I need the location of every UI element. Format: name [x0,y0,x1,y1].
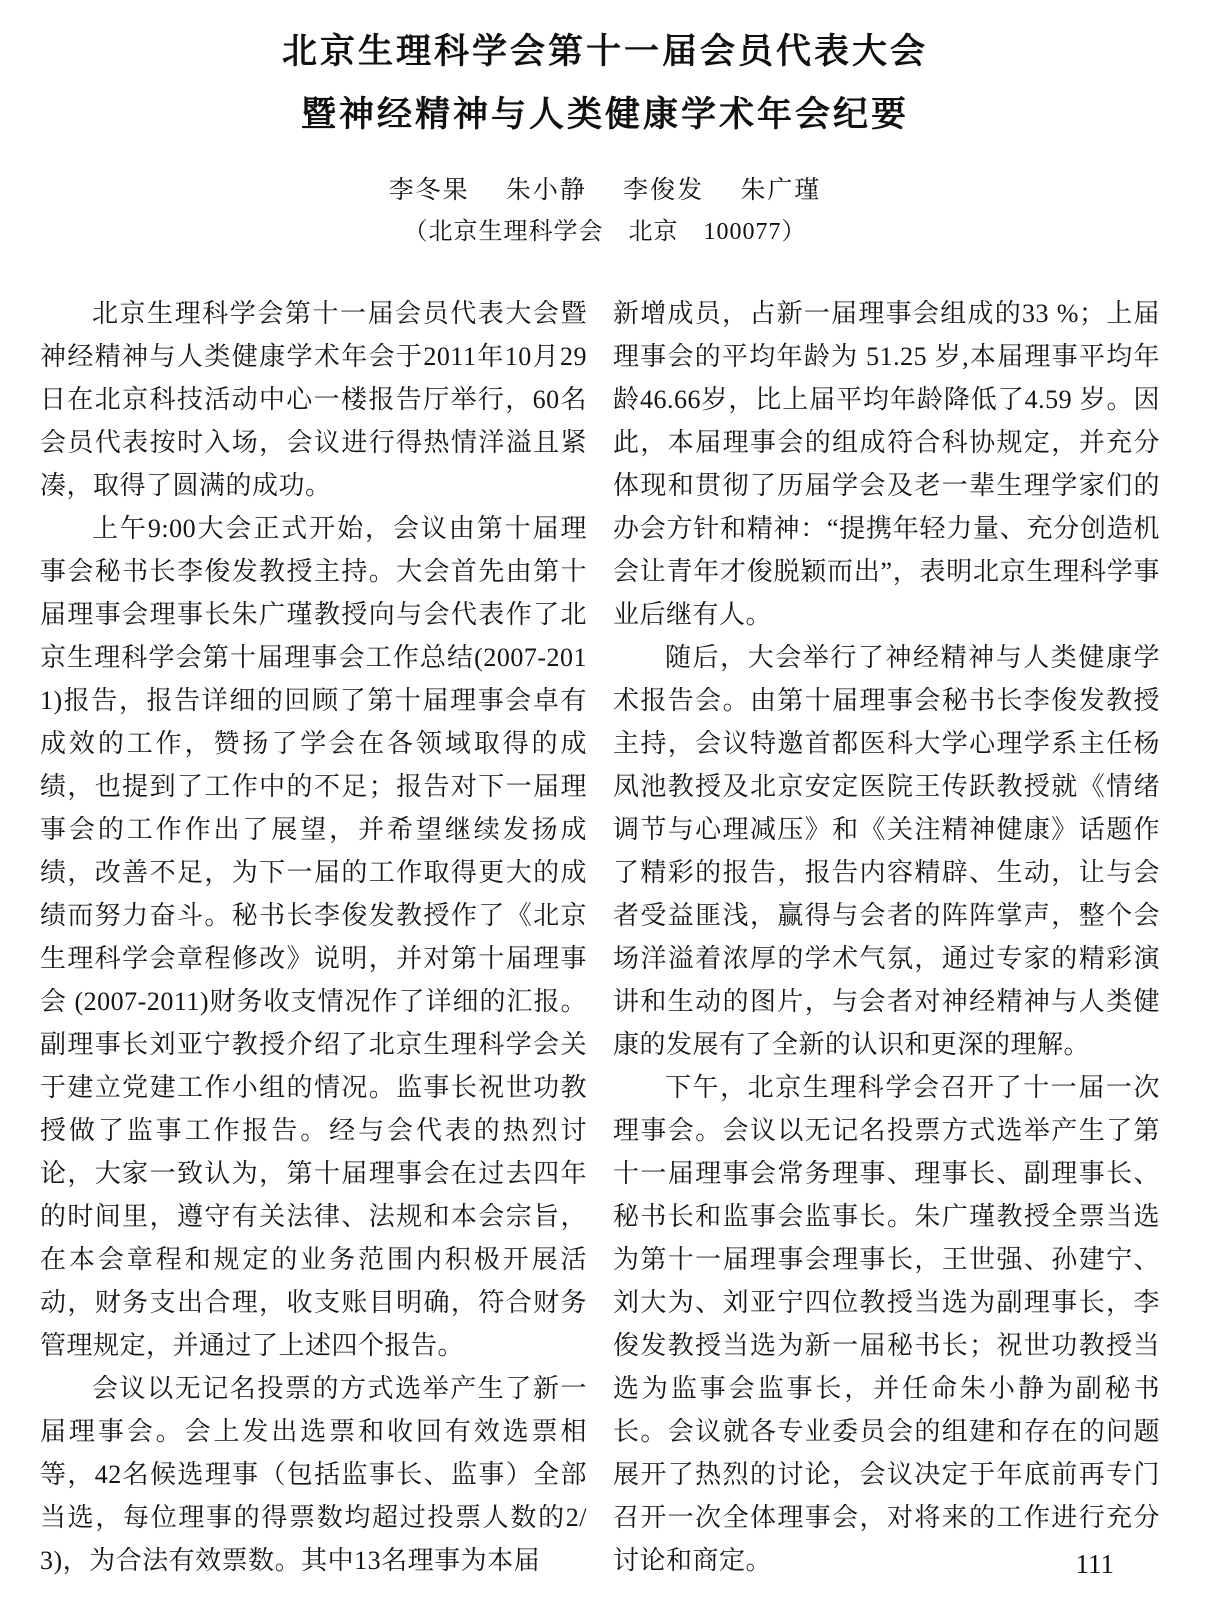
affiliation: （北京生理科学会 北京 100077） [403,219,807,245]
body-columns [0,250,1210,1582]
author-name: 朱广瑾 [740,177,822,204]
paragraph: 北京生理科学会第十一届会员代表大会暨神经精神与人类健康学术年会于2011年10月29日在北京科技活动中心一楼报告厅举行，60名会员代表按时入场，会议进行得热情洋溢且紧凑，取得了圆满的成功。 [40,299,587,500]
left-column [40,292,587,1582]
page-number: 111 [1075,1549,1114,1579]
paragraph: 随后，大会举行了神经精神与人类健康学术报告会。由第十届理事会秘书长李俊发教授主持，会议特邀首都医科大学心理学系主任杨凤池教授及北京安定医院王传跃教授就《情绪调节与心理减压》和《关注精神健康》话题作了精彩的报告，报告内容精辟、生动，让与会者受益匪浅，赢得与会者的阵阵掌声，整个会场洋溢着浓厚的学术气氛，通过专家的精彩演讲和生动的图片，与会者对神经精神与人类健康的发展有了全新的认识和更深的理解。 [613,643,1160,1059]
paragraph: 下午，北京生理科学会召开了十一届一次理事会。会议以无记名投票方式选举产生了第十一届理事会常务理事、理事长、副理事长、秘书长和监事会监事长。朱广瑾教授全票当选为第十一届理事会理事长，王世强、孙建宁、刘大为、刘亚宁四位教授当选为副理事长，李俊发教授当选为新一届秘书长；祝世功教授当选为监事会监事长，并任命朱小静为副秘书长。会议就各专业委员会的组建和存在的问题展开了热烈的讨论，会议决定于年底前再专门召开一次全体理事会，对将来的工作进行充分讨论和商定。 [613,1073,1160,1575]
page-title-line-1: 北京生理科学会第十一届会员代表大会 [281,32,928,71]
paragraph-continuation: 新增成员，占新一届理事会组成的33 %；上届理事会的平均年龄为 51.25 岁,本届理事平均年龄46.66岁，比上届平均年龄降低了4.59 岁。因此，本届理事会的组成符合科协规定，并充分体现和贯彻了历届学会及老一辈生理学家们的办会方针和精神：“提携年轻力量、充分创造机会让青年才俊脱颖而出”，表明北京生理科学事业后继有人。 [613,299,1160,629]
title-block [0,0,1210,146]
paragraph: 会议以无记名投票的方式选举产生了新一届理事会。会上发出选票和收回有效选票相等，42名候选理事（包括监事长、监事）全部当选，每位理事的得票数均超过投票人数的2/3)，为合法有效票数。其中13名理事为本届 [40,1374,587,1575]
authors-line [0,174,1210,208]
author-name: 李冬果 [388,177,470,204]
paragraph: 上午9:00大会正式开始，会议由第十届理事会秘书长李俊发教授主持。大会首先由第十届理事会理事长朱广瑾教授向与会代表作了北京生理科学会第十届理事会工作总结(2007-2011)报告，报告详细的回顾了第十届理事会卓有成效的工作，赞扬了学会在各领域取得的成绩，也提到了工作中的不足；报告对下一届理事会的工作作出了展望，并希望继续发扬成绩，改善不足，为下一届的工作取得更大的成绩而努力奋斗。秘书长李俊发教授作了《北京生理科学会章程修改》说明，并对第十届理事会 (2007-2011)财务收支情况作了详细的汇报。副理事长刘亚宁教授介绍了北京生理科学会关于建立党建工作小组的情况。监事长祝世功教授做了监事工作报告。经与会代表的热烈讨论，大家一致认为，第十届理事会在过去四年的时间里，遵守有关法律、法规和本会宗旨，在本会章程和规定的业务范围内积极开展活动，财务支出合理，收支账目明确，符合财务管理规定，并通过了上述四个报告。 [40,514,587,1360]
author-name: 李俊发 [623,177,705,204]
right-column [613,292,1160,1582]
author-name: 朱小静 [505,177,587,204]
page-title-line-2: 暨神经精神与人类健康学术年会纪要 [300,95,909,134]
